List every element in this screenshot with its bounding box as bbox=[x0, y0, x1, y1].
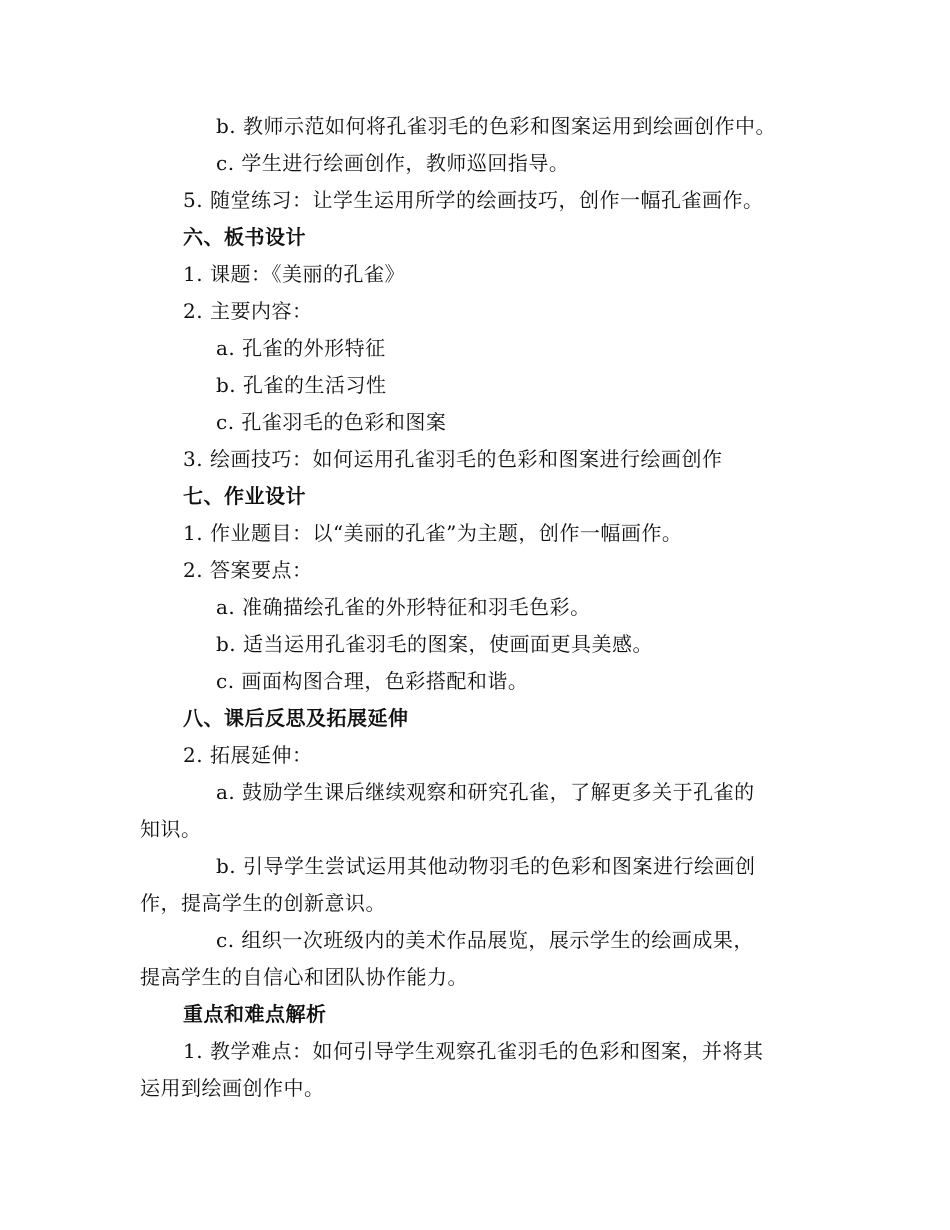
sub-item-accurate-depiction: a. 准确描绘孔雀的外形特征和羽毛色彩。 bbox=[216, 595, 591, 619]
item-answer-points: 2. 答案要点： bbox=[183, 558, 313, 582]
item-painting-skills: 3. 绘画技巧：如何运用孔雀羽毛的色彩和图案进行绘画创作 bbox=[183, 447, 723, 471]
section-heading-reflection: 八、课后反思及拓展延伸 bbox=[183, 706, 409, 730]
section-heading-homework: 七、作业设计 bbox=[183, 484, 306, 508]
item-teaching-difficulty-1: 1. 教学难点：如何引导学生观察孔雀羽毛的色彩和图案，并将其 bbox=[183, 1039, 764, 1063]
sub-item-feather-colors: c. 孔雀羽毛的色彩和图案 bbox=[216, 410, 447, 434]
sub-item-teacher-demo: b. 教师示范如何将孔雀羽毛的色彩和图案运用到绘画创作中。 bbox=[216, 114, 777, 138]
item-homework-topic: 1. 作业题目：以“美丽的孔雀”为主题，创作一幅画作。 bbox=[183, 521, 683, 545]
sub-item-appearance: a. 孔雀的外形特征 bbox=[216, 336, 386, 360]
sub-item-pattern-use: b. 适当运用孔雀羽毛的图案，使画面更具美感。 bbox=[216, 632, 654, 656]
item-main-content: 2. 主要内容： bbox=[183, 299, 313, 323]
sub-item-observe-more-2: 知识。 bbox=[140, 817, 202, 841]
section-heading-key-points: 重点和难点解析 bbox=[183, 1002, 327, 1026]
sub-item-composition: c. 画面构图合理，色彩搭配和谐。 bbox=[216, 669, 529, 693]
sub-item-student-create: c. 学生进行绘画创作，教师巡回指导。 bbox=[216, 151, 570, 175]
sub-item-exhibition-1: c. 组织一次班级内的美术作品展览，展示学生的绘画成果， bbox=[216, 928, 754, 952]
sub-item-observe-more-1: a. 鼓励学生课后继续观察和研究孔雀，了解更多关于孔雀的 bbox=[216, 780, 755, 804]
sub-item-exhibition-2: 提高学生的自信心和团队协作能力。 bbox=[140, 965, 468, 989]
sub-item-other-animals-1: b. 引导学生尝试运用其他动物羽毛的色彩和图案进行绘画创 bbox=[216, 854, 756, 878]
item-class-practice: 5. 随堂练习：让学生运用所学的绘画技巧，创作一幅孔雀画作。 bbox=[183, 188, 764, 212]
item-lesson-title: 1. 课题：《美丽的孔雀》 bbox=[183, 262, 405, 286]
item-teaching-difficulty-2: 运用到绘画创作中。 bbox=[140, 1076, 325, 1100]
sub-item-other-animals-2: 作，提高学生的创新意识。 bbox=[140, 891, 386, 915]
sub-item-habits: b. 孔雀的生活习性 bbox=[216, 373, 387, 397]
section-heading-board-design: 六、板书设计 bbox=[183, 225, 306, 249]
item-extension: 2. 拓展延伸： bbox=[183, 743, 313, 767]
